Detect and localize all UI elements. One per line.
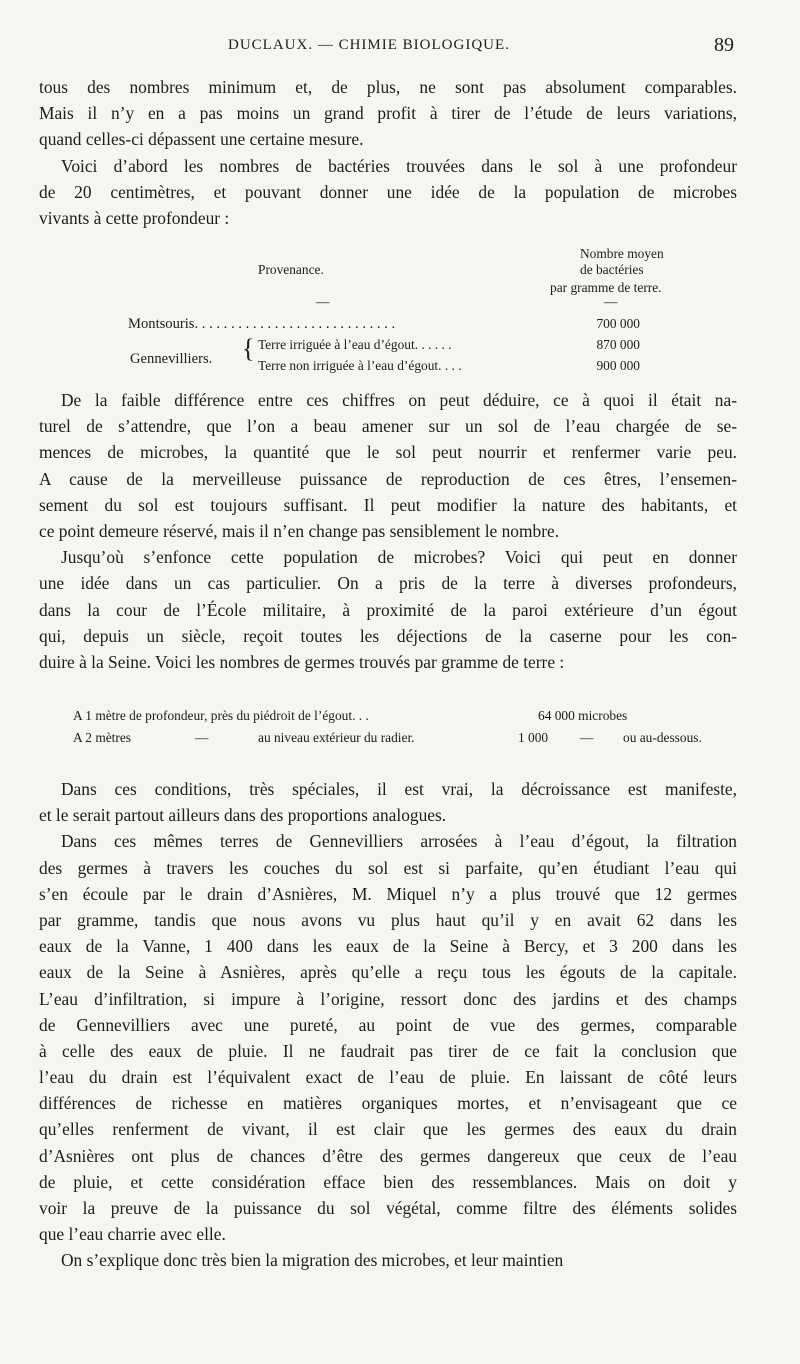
text-line: vivants à cette profondeur :	[39, 207, 230, 228]
text-line: de pluie, et cette considération efface bien des ressemblances. Mais on doit y	[39, 1171, 737, 1192]
depth-row-1-value: 64 000 microbes	[538, 708, 628, 723]
text-line: une idée dans un cas particulier. On a pris de la terre à diverses profondeurs,	[39, 573, 737, 594]
paragraph-filtration	[39, 776, 737, 1274]
depth-row-2-location: au niveau extérieur du radier.	[258, 730, 415, 745]
text-line: eaux de la Vanne, 1 400 dans les eaux de la Seine à Bercy, et 3 200 dans les	[39, 936, 737, 957]
column-dash: —	[316, 294, 330, 309]
text-line: De la faible différence entre ces chiffres on peut déduire, ce à quoi il était na-	[61, 390, 737, 410]
row-value-montsouris: 700 000	[596, 316, 640, 331]
depth-row-2-value: 1 000	[518, 730, 549, 745]
text-line: sement du sol est toujours suffisant. Il peut modifier la nature des habitants, et	[39, 494, 737, 515]
brace-icon: {	[242, 334, 255, 363]
text-line: mences de microbes, la quantité que le sol peut nourrir et renfermer varie peu.	[39, 442, 737, 463]
text-line: des germes à travers les couches du sol est si parfaite, qu’en étudiant l’eau qui	[39, 857, 737, 878]
page-number: 89	[714, 34, 734, 56]
text-line: eaux de la Seine à Asnières, après qu’elle a reçu tous les égouts de la capitale.	[39, 962, 737, 983]
text-line: quand celles-ci dépassent une certaine mesure.	[39, 129, 364, 150]
depth-row-2-dash2: —	[580, 730, 594, 745]
depth-table	[70, 708, 730, 752]
text-line: dans la cour de l’École militaire, à proximité de la paroi extérieure d’un égout	[39, 599, 737, 620]
row-label-irriguee: Terre irriguée à l’eau d’égout. . . . . .	[258, 337, 452, 352]
text-line: par gramme, tandis que nous avons vu plus haut qu’il y en avait 62 dans les	[39, 909, 737, 930]
text-line: et le serait partout ailleurs dans des proportions analogues.	[39, 805, 447, 826]
text-line: que l’eau charrie avec elle.	[39, 1224, 226, 1245]
text-line: duire à la Seine. Voici les nombres de germes trouvés par gramme de terre :	[39, 651, 565, 672]
text-line: On s’explique donc très bien la migration des microbes, et leur maintien	[61, 1250, 564, 1271]
text-line: de 20 centimètres, et pouvant donner une idée de la population de microbes	[39, 181, 737, 202]
column-header-nombre-2: de bactéries	[580, 262, 644, 277]
column-dash: —	[604, 294, 618, 309]
text-line: A cause de la merveilleuse puissance de reproduction de ces êtres, l’ensemen-	[39, 468, 737, 489]
running-header	[0, 34, 800, 58]
text-line: Mais il n’y en a pas moins un grand profit à tirer de l’étude de leurs variations,	[39, 103, 737, 124]
text-line: turel de s’attendre, que l’on a beau amener sur un sol de l’eau chargée de se-	[39, 416, 737, 437]
column-header-nombre-3: par gramme de terre.	[550, 280, 662, 295]
depth-row-2-dash: —	[195, 730, 209, 745]
text-line: de Gennevilliers avec une pureté, au point de vue des germes, comparable	[39, 1014, 737, 1035]
text-line: Jusqu’où s’enfonce cette population de microbes? Voici qui peut en donner	[61, 547, 737, 568]
row-label-montsouris: Montsouris. . . . . . . . . . . . . . . . . . . . . . . . . . . .	[128, 316, 396, 332]
text-line: tous des nombres minimum et, de plus, ne sont pas absolument comparables.	[39, 77, 737, 97]
text-line: voir la preuve de la puissance du sol végétal, comme filtre des éléments solides	[39, 1198, 737, 1218]
text-line: à celle des eaux de pluie. Il ne faudrait pas tirer de ce fait la conclusion que	[39, 1040, 737, 1061]
text-line: L’eau d’infiltration, si impure à l’origine, ressort donc des jardins et des champs	[39, 988, 737, 1009]
row-label-non-irriguee: Terre non irriguée à l’eau d’égout. . . .	[258, 358, 462, 373]
text-line: différences de richesse en matières organiques mortes, et n’envisageant que ce	[39, 1093, 737, 1114]
column-header-nombre-1: Nombre moyen	[580, 246, 664, 261]
paragraph-discussion	[39, 387, 737, 675]
text-line: qui, depuis un siècle, reçoit toutes les déjections de la caserne pour les con-	[39, 625, 737, 646]
column-header-provenance: Provenance.	[258, 262, 324, 277]
depth-row-2-note: ou au-dessous.	[623, 730, 702, 745]
text-line: Voici d’abord les nombres de bactéries trouvées dans le sol à une profondeur	[61, 155, 737, 176]
text-line: Dans ces conditions, très spéciales, il est vrai, la décroissance est manifeste,	[61, 779, 737, 799]
depth-row-2-label: A 2 mètres	[73, 730, 132, 745]
text-line: s’en écoule par le drain d’Asnières, M. Miquel n’y a plus trouvé que 12 germes	[39, 883, 737, 904]
text-line: ce point demeure réservé, mais il n’en change pas sensiblement le nombre.	[39, 520, 560, 541]
row-value-non-irriguee: 900 000	[596, 358, 640, 373]
paragraph-intro	[39, 74, 737, 231]
row-value-irriguee: 870 000	[596, 337, 640, 352]
running-title: DUCLAUX. — CHIMIE BIOLOGIQUE.	[228, 37, 510, 53]
text-line: l’eau du drain est l’équivalent exact de l’eau de pluie. En laissant de côté leurs	[39, 1067, 737, 1088]
depth-row-1-label: A 1 mètre de profondeur, près du piédroit de l’égout. . .	[73, 708, 369, 723]
group-label-gennevilliers: Gennevilliers.	[130, 351, 213, 367]
text-line: Dans ces mêmes terres de Gennevilliers arrosées à l’eau d’égout, la filtration	[61, 831, 737, 852]
text-line: d’Asnières ont plus de chances d’être des germes dangereux que ceux de l’eau	[39, 1145, 737, 1166]
text-line: qu’elles renferment de vivant, il est clair que les germes des eaux du drain	[39, 1119, 737, 1140]
